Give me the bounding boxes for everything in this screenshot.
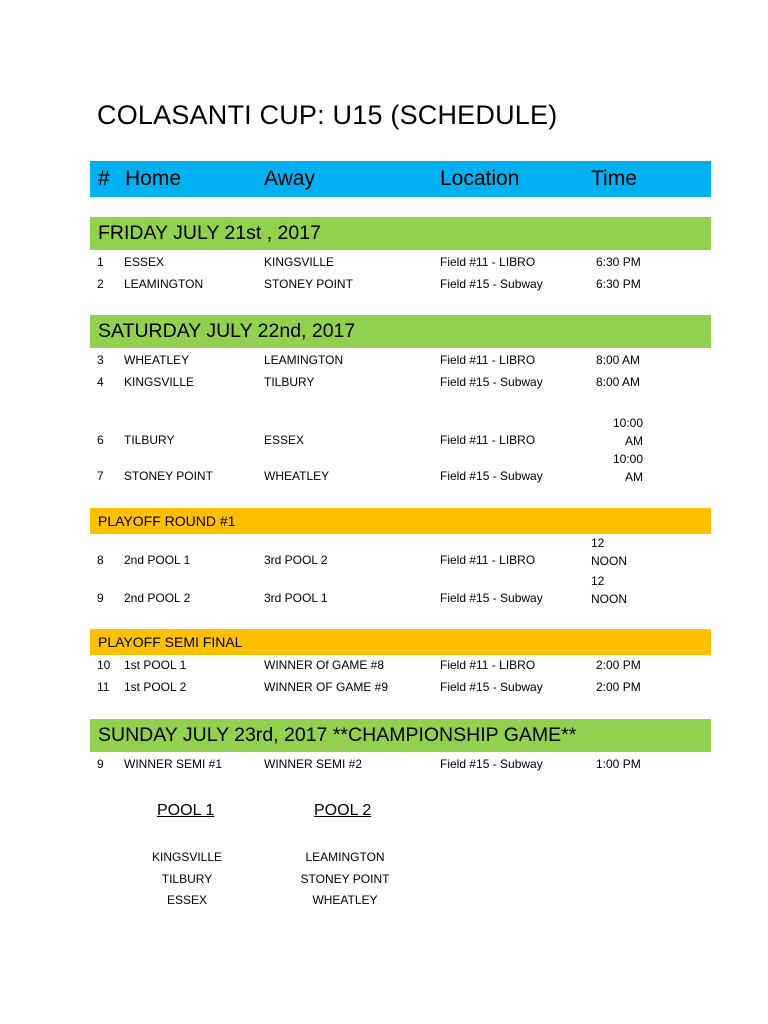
game-number: 2 bbox=[97, 277, 104, 291]
pool-2-team: WHEATLEY bbox=[312, 893, 378, 907]
game-time-line2: AM bbox=[625, 434, 643, 448]
home-team: KINGSVILLE bbox=[124, 375, 195, 389]
pool-1-team: KINGSVILLE bbox=[151, 850, 223, 864]
away-team: WINNER SEMI #2 bbox=[264, 757, 363, 771]
away-team: KINGSVILLE bbox=[264, 255, 335, 269]
game-time: 6:30 PM bbox=[596, 255, 641, 269]
game-number: 6 bbox=[97, 433, 104, 447]
table-row bbox=[0, 680, 768, 700]
section-semi-final-band bbox=[90, 629, 711, 655]
home-team: 1st POOL 2 bbox=[124, 680, 187, 694]
table-row bbox=[0, 757, 768, 777]
away-team: STONEY POINT bbox=[264, 277, 353, 291]
game-time: 8:00 AM bbox=[596, 375, 641, 389]
home-team: TILBURY bbox=[124, 433, 175, 447]
game-time-line1: 10:00 bbox=[612, 452, 643, 466]
pool-2-team: STONEY POINT bbox=[300, 872, 390, 886]
game-number: 9 bbox=[97, 591, 104, 605]
table-row bbox=[0, 469, 768, 489]
game-number: 7 bbox=[97, 469, 104, 483]
game-time: 2:00 PM bbox=[596, 658, 641, 672]
home-team: 1st POOL 1 bbox=[124, 658, 187, 672]
section-semi-final-label: PLAYOFF SEMI FINAL bbox=[98, 634, 243, 650]
game-time-line1: 12 bbox=[591, 536, 605, 550]
away-team: TILBURY bbox=[264, 375, 315, 389]
game-time: 6:30 PM bbox=[596, 277, 641, 291]
table-row bbox=[0, 255, 768, 275]
away-team: WINNER OF GAME #9 bbox=[264, 680, 389, 694]
game-time: 8:00 AM bbox=[596, 353, 641, 367]
game-time-line1: 10:00 bbox=[612, 416, 643, 430]
table-row bbox=[0, 658, 768, 678]
game-number: 9 bbox=[97, 757, 104, 771]
location: Field #15 - Subway bbox=[440, 469, 543, 483]
away-team: 3rd POOL 1 bbox=[264, 591, 328, 605]
section-sunday-label: SUNDAY JULY 23rd, 2017 **CHAMPIONSHIP GAME** bbox=[98, 724, 577, 746]
section-sunday-band bbox=[90, 719, 711, 752]
away-team: WHEATLEY bbox=[264, 469, 330, 483]
header-location: Location bbox=[440, 167, 520, 190]
table-row bbox=[0, 553, 768, 573]
game-time-line1: 12 bbox=[591, 574, 605, 588]
section-playoff-round-label: PLAYOFF ROUND #1 bbox=[98, 513, 236, 529]
home-team: 2nd POOL 1 bbox=[124, 553, 191, 567]
game-number: 3 bbox=[97, 353, 104, 367]
game-time: 2:00 PM bbox=[596, 680, 641, 694]
section-friday-band bbox=[90, 217, 711, 250]
header-num: # bbox=[98, 167, 110, 190]
location: Field #15 - Subway bbox=[440, 757, 543, 771]
game-number: 10 bbox=[97, 658, 111, 672]
pool-1-team: TILBURY bbox=[161, 872, 213, 886]
game-time-line2: NOON bbox=[591, 554, 627, 568]
home-team: WHEATLEY bbox=[124, 353, 190, 367]
game-time-line2: AM bbox=[625, 470, 643, 484]
pool-1-team: ESSEX bbox=[166, 893, 208, 907]
home-team: 2nd POOL 2 bbox=[124, 591, 191, 605]
location: Field #11 - LIBRO bbox=[440, 553, 536, 567]
section-friday-label: FRIDAY JULY 21st , 2017 bbox=[98, 222, 321, 244]
home-team: WINNER SEMI #1 bbox=[124, 757, 223, 771]
section-saturday-band bbox=[90, 315, 711, 348]
pool-1-title: POOL 1 bbox=[157, 802, 215, 819]
table-row bbox=[0, 433, 768, 453]
section-playoff-round-band bbox=[90, 508, 711, 534]
location: Field #11 - LIBRO bbox=[440, 353, 536, 367]
table-row bbox=[0, 375, 768, 395]
home-team: ESSEX bbox=[124, 255, 165, 269]
location: Field #11 - LIBRO bbox=[440, 255, 536, 269]
section-saturday-label: SATURDAY JULY 22nd, 2017 bbox=[98, 320, 356, 342]
home-team: STONEY POINT bbox=[124, 469, 213, 483]
game-number: 4 bbox=[97, 375, 104, 389]
game-number: 11 bbox=[97, 680, 110, 694]
location: Field #11 - LIBRO bbox=[440, 658, 536, 672]
table-row bbox=[0, 591, 768, 611]
home-team: LEAMINGTON bbox=[124, 277, 204, 291]
header-time: Time bbox=[591, 167, 637, 190]
header-away: Away bbox=[264, 167, 315, 190]
away-team: LEAMINGTON bbox=[264, 353, 344, 367]
page-title: COLASANTI CUP: U15 (SCHEDULE) bbox=[97, 100, 558, 130]
location: Field #11 - LIBRO bbox=[440, 433, 536, 447]
away-team: WINNER Of GAME #8 bbox=[264, 658, 385, 672]
away-team: 3rd POOL 2 bbox=[264, 553, 328, 567]
game-number: 1 bbox=[97, 255, 104, 269]
location: Field #15 - Subway bbox=[440, 277, 543, 291]
location: Field #15 - Subway bbox=[440, 680, 543, 694]
game-number: 8 bbox=[97, 553, 104, 567]
header-home: Home bbox=[125, 167, 182, 190]
table-header bbox=[90, 161, 711, 197]
location: Field #15 - Subway bbox=[440, 591, 543, 605]
table-row bbox=[0, 277, 768, 297]
pool-2-team: LEAMINGTON bbox=[305, 850, 385, 864]
location: Field #15 - Subway bbox=[440, 375, 543, 389]
away-team: ESSEX bbox=[264, 433, 305, 447]
pool-2-title: POOL 2 bbox=[314, 802, 372, 819]
game-time-line2: NOON bbox=[591, 592, 627, 606]
game-time: 1:00 PM bbox=[596, 757, 641, 771]
table-row bbox=[0, 353, 768, 373]
